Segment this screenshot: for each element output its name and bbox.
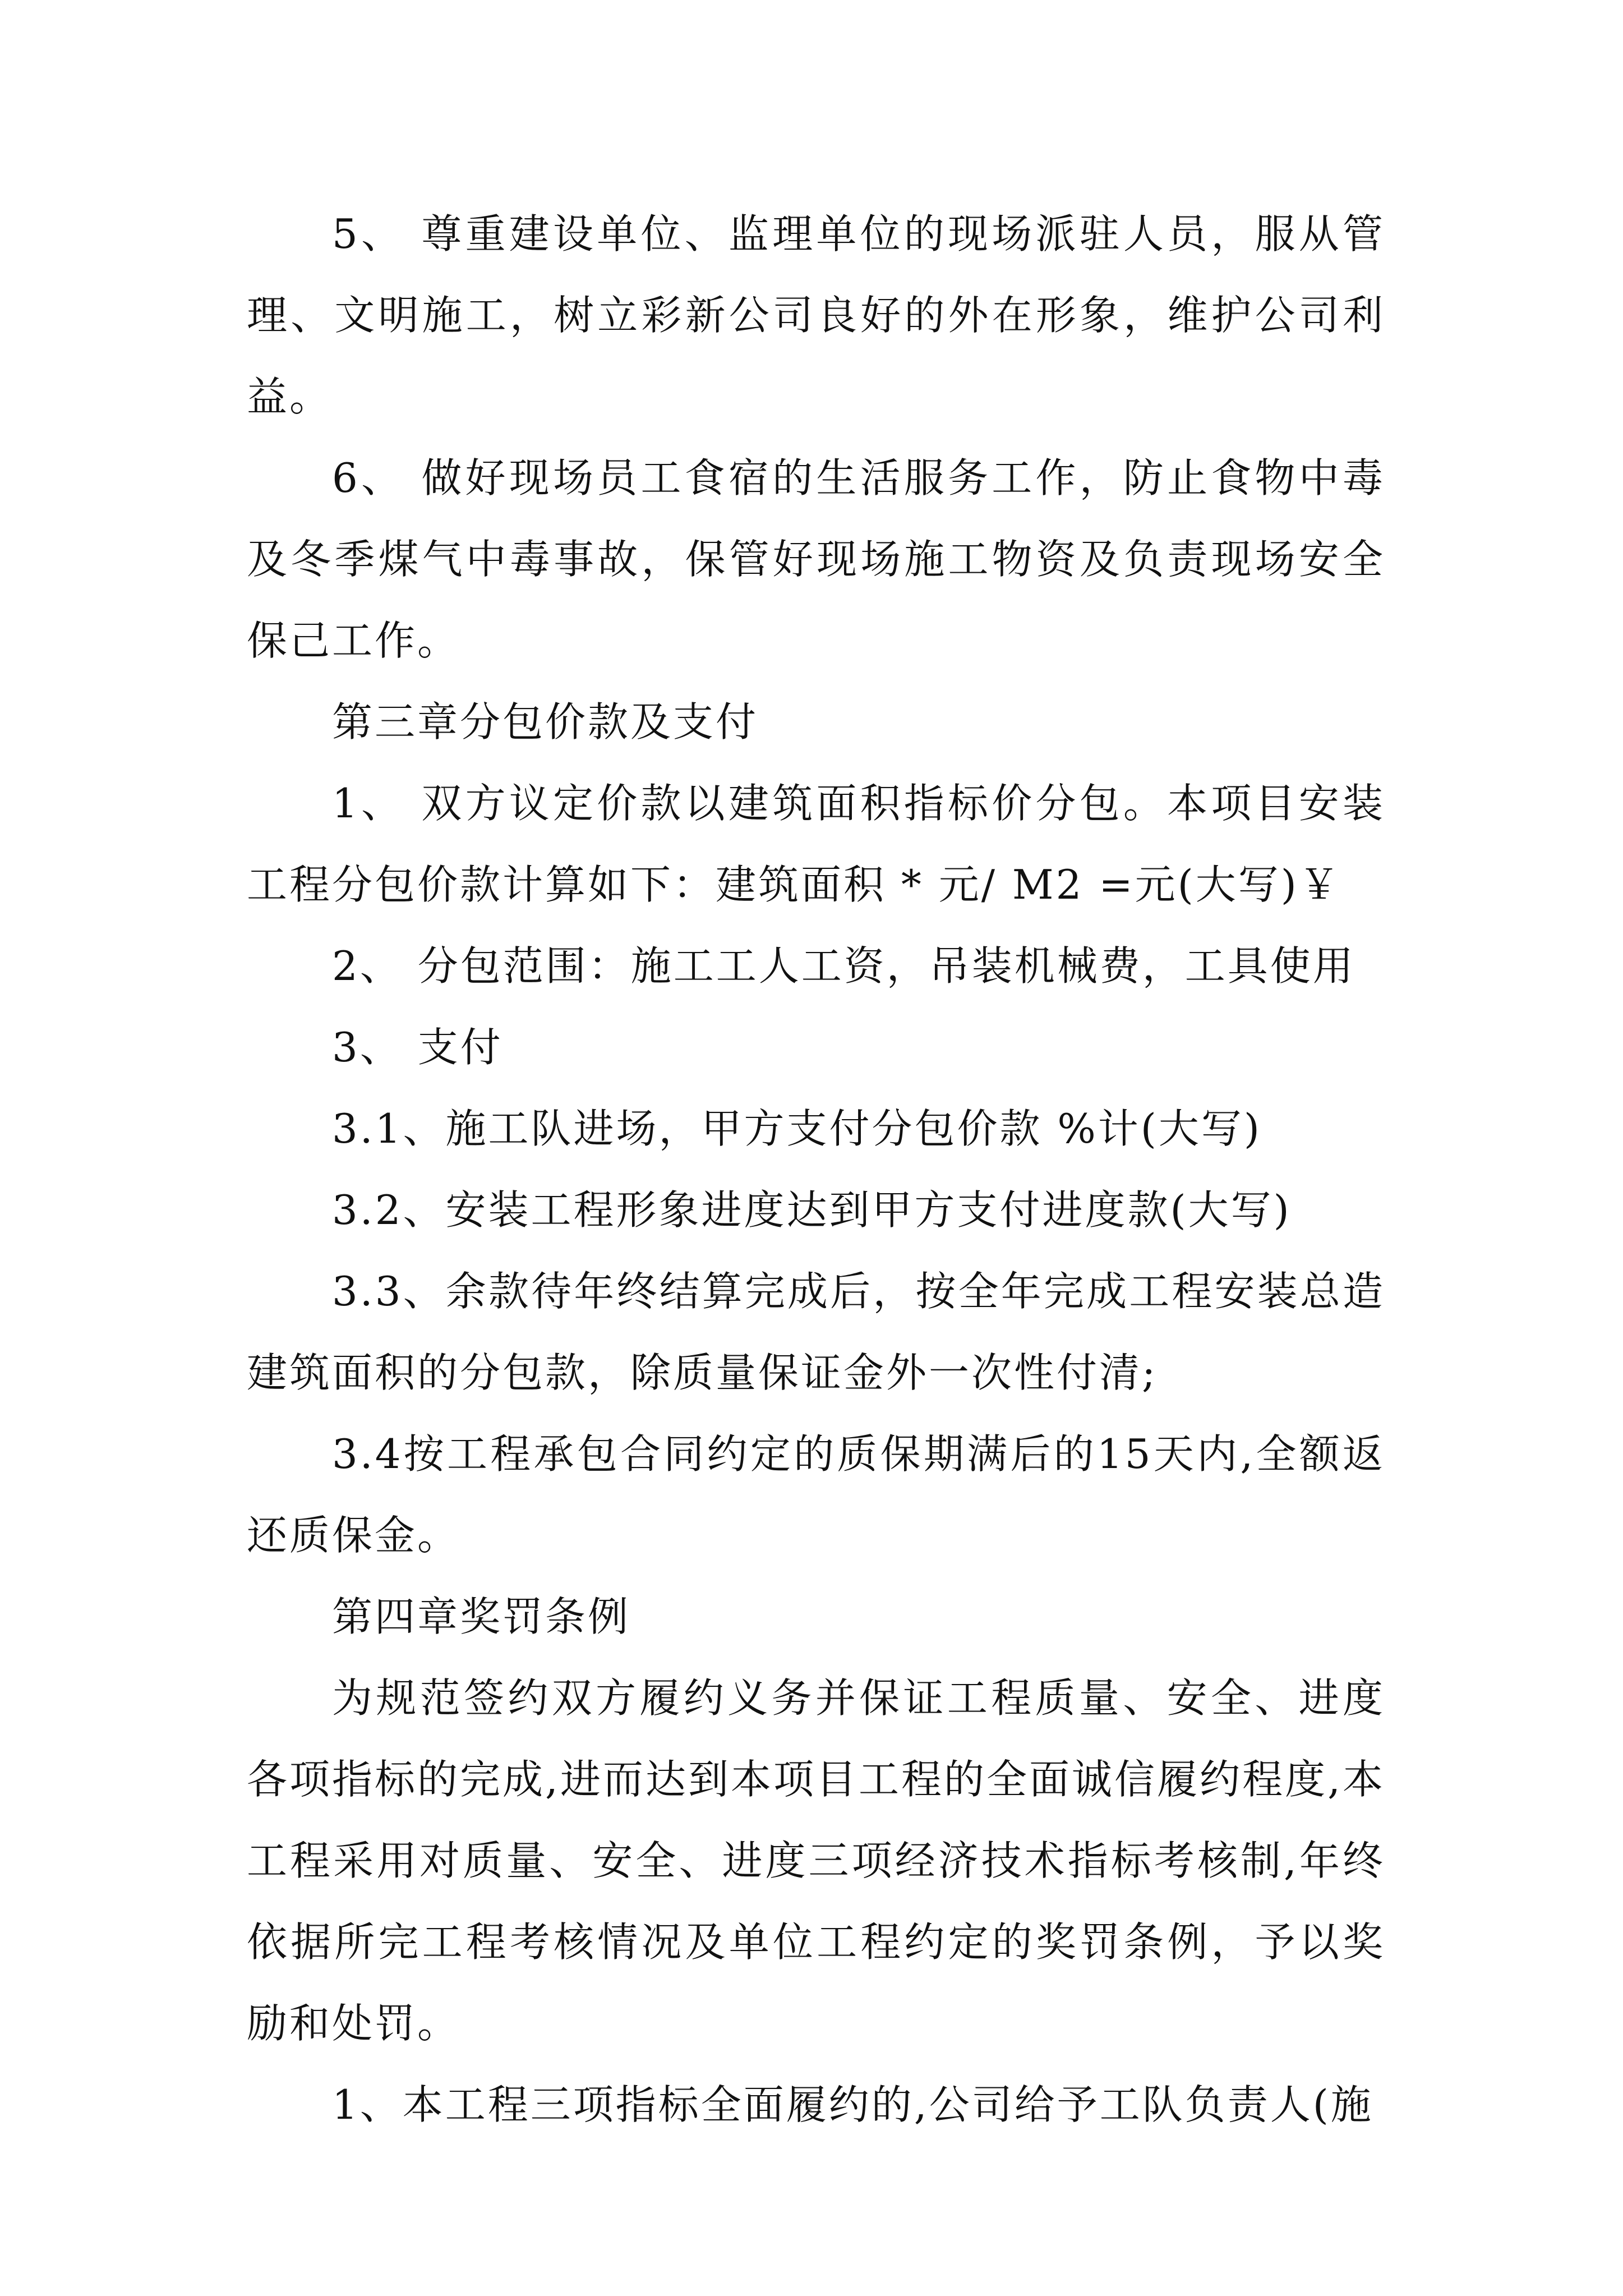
document-body: [247, 194, 1385, 2146]
paragraph-payment-3-3: 3.3、余款待年终结算完成后，按全年完成工程安装总造建筑面积的分包款，除质量保证金外一次性付清;: [247, 1268, 1385, 1396]
paragraph-payment-3-1: 3.1、施工队进场，甲方支付分包价款 %计(大写): [332, 1105, 1262, 1152]
paragraph-item-6: 6、 做好现场员工食宿的生活服务工作，防止食物中毒及冬季煤气中毒事故，保管好现场施工物资及负责现场安全保己工作。: [247, 454, 1385, 664]
paragraph-payment-3-2: 3.2、安装工程形象进度达到甲方支付进度款(大写): [332, 1186, 1292, 1234]
paragraph-scope-2: 2、 分包范围：施工工人工资，吊装机械费，工具使用: [332, 942, 1355, 990]
paragraph-item-5: 5、 尊重建设单位、监理单位的现场派驻人员，服从管理、文明施工，树立彩新公司良好的外在形象，维护公司利益。: [247, 210, 1385, 420]
chapter-4-heading: 第四章奖罚条例: [332, 1593, 631, 1640]
paragraph-payment-3: 3、 支付: [332, 1024, 503, 1071]
paragraph-payment-3-4: 3.4按工程承包合同约定的质保期满后的15天内,全额返还质保金。: [247, 1430, 1385, 1559]
paragraph-rewards-intro: 为规范签约双方履约义务并保证工程质量、安全、进度各项指标的完成,进而达到本项目工程的全面诚信履约程度,本工程采用对质量、安全、进度三项经济技术指标考核制,年终依据所完工程考核情况及单位工程约定的奖罚条例，予以奖励和处罚。: [247, 1674, 1385, 2047]
paragraph-price-1: 1、 双方议定价款以建筑面积指标价分包。本项目安装工程分包价款计算如下：建筑面积 * 元/ M2 =元(大写)￥: [247, 780, 1385, 908]
paragraph-rewards-1: 1、本工程三项指标全面履约的,公司给予工队负责人(施: [332, 2081, 1373, 2128]
chapter-3-heading: 第三章分包价款及支付: [332, 698, 759, 746]
